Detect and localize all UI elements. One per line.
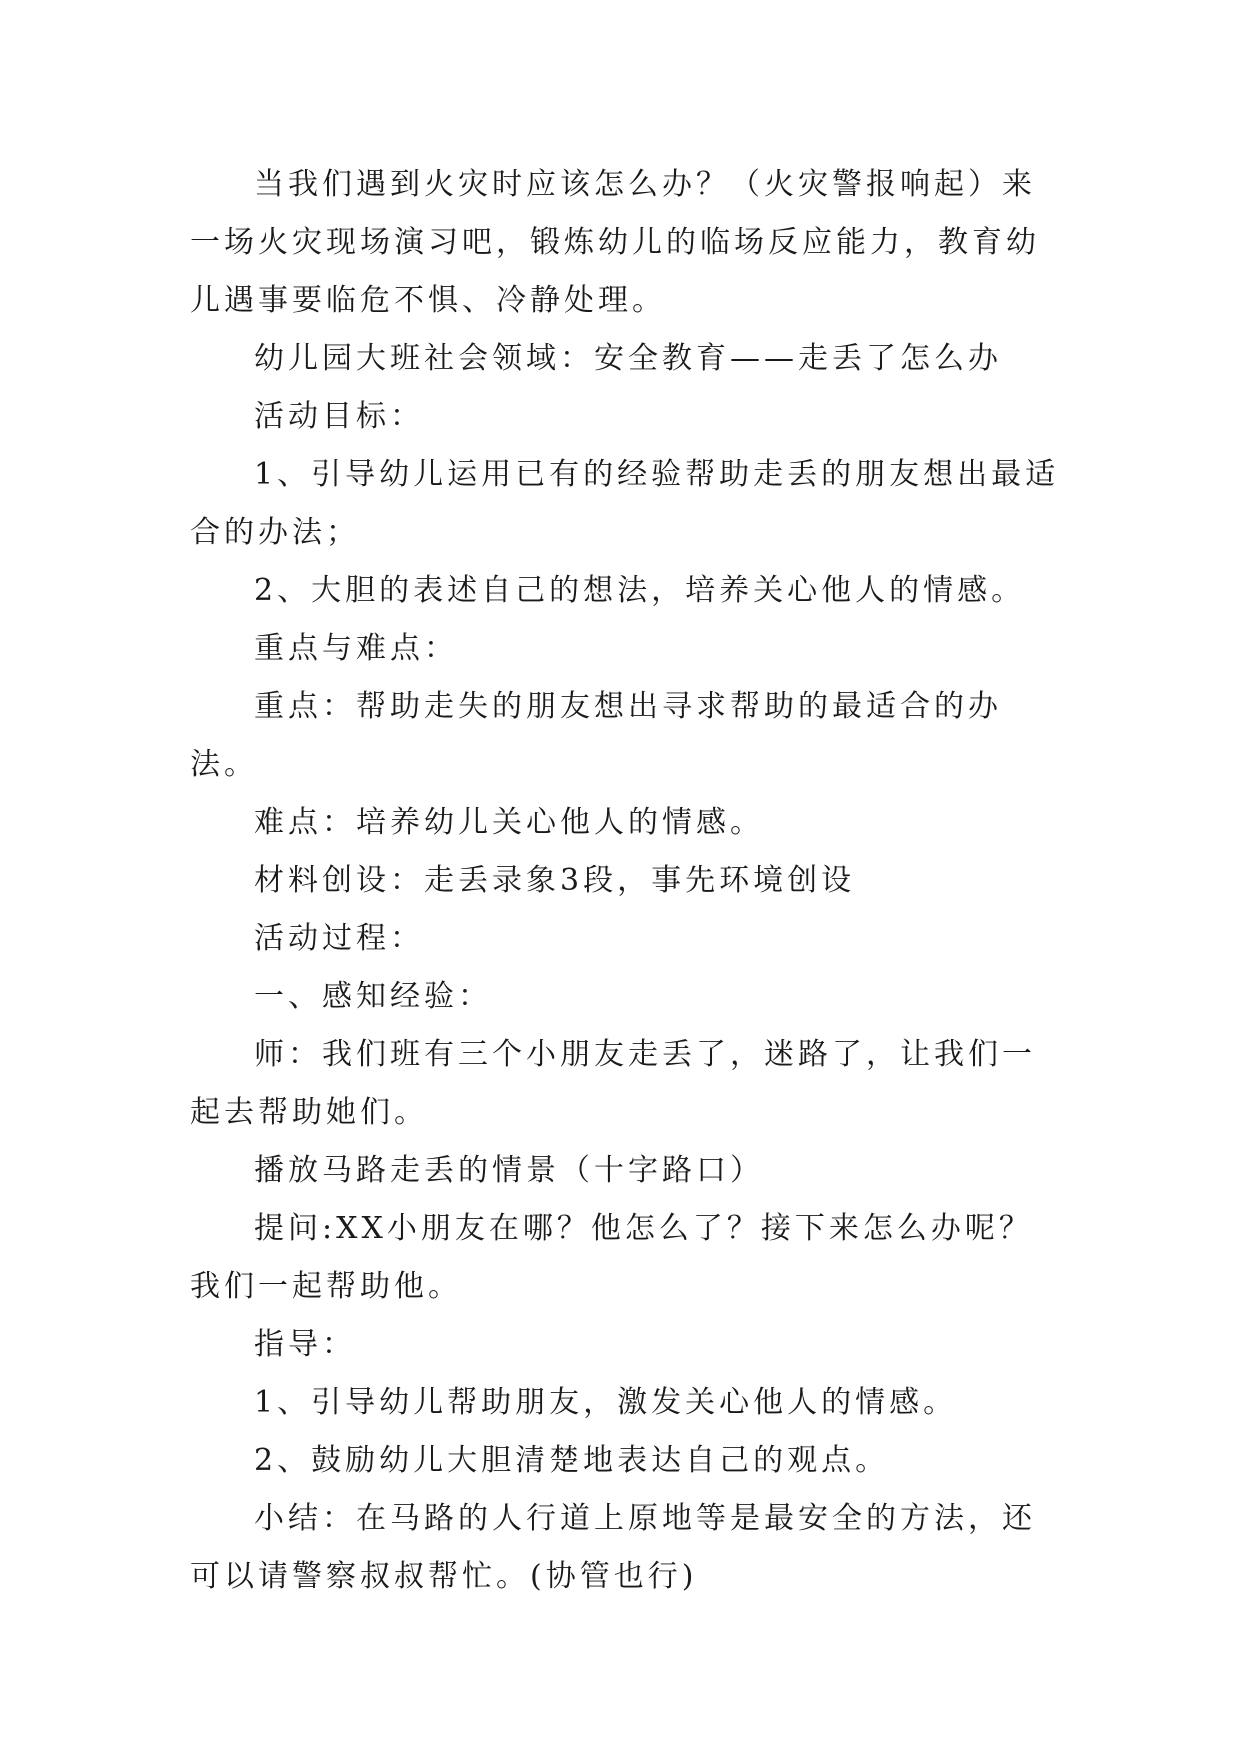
heading-activity-process: 活动过程： (254, 921, 424, 956)
paragraph-fire-drill: 当我们遇到火灾时应该怎么办？（火灾警报响起）来一场火灾现场演习吧，锻炼幼儿的临场反应能力，教育幼儿遇事要临危不惧、冷静处理。 (190, 167, 1040, 318)
goal-item-2: 2、大胆的表述自己的想法，培养关心他人的情感。 (254, 573, 1026, 608)
goal-item-1: 1、引导幼儿运用已有的经验帮助走丢的朋友想出最适合的办法； (190, 457, 1060, 550)
heading-activity-goals: 活动目标： (254, 399, 424, 434)
guidance-item-2: 2、鼓励幼儿大胆清楚地表达自己的观点。 (254, 1443, 890, 1478)
question-line: 提问:XX小朋友在哪？他怎么了？接下来怎么办呢？我们一起帮助他。 (190, 1211, 1033, 1304)
lesson-title: 幼儿园大班社会领域：安全教育——走丢了怎么办 (254, 341, 1002, 376)
difficult-point: 难点：培养幼儿关心他人的情感。 (254, 805, 764, 840)
video-scene-line: 播放马路走丢的情景（十字路口） (254, 1153, 764, 1188)
key-point: 重点：帮助走失的朋友想出寻求帮助的最适合的办法。 (190, 689, 1002, 782)
document-body (190, 156, 1060, 1606)
heading-key-points: 重点与难点： (254, 631, 458, 666)
guidance-item-1: 1、引导幼儿帮助朋友，激发关心他人的情感。 (254, 1385, 958, 1420)
section-1-heading: 一、感知经验： (254, 979, 492, 1014)
heading-guidance: 指导： (254, 1327, 356, 1362)
materials-line: 材料创设：走丢录象3段，事先环境创设 (254, 863, 856, 898)
teacher-line: 师：我们班有三个小朋友走丢了，迷路了，让我们一起去帮助她们。 (190, 1037, 1036, 1130)
summary-line: 小结：在马路的人行道上原地等是最安全的方法，还可以请警察叔叔帮忙。(协管也行) (190, 1501, 1036, 1594)
